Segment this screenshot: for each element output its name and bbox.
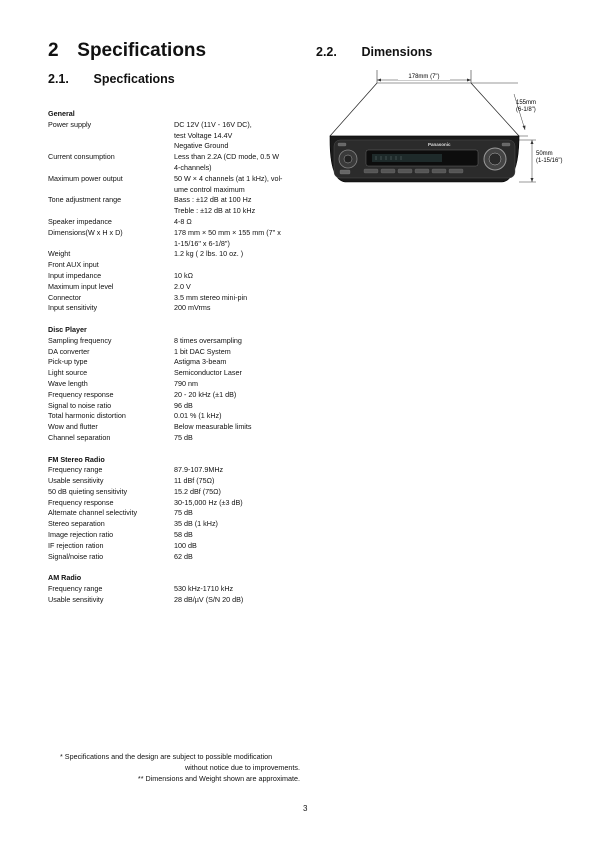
spec-row: [48, 411, 328, 422]
subsection-title: Specfications: [93, 72, 175, 86]
spec-label: Tone adjustment range: [48, 195, 122, 205]
spec-value-line: Negative Ground: [174, 141, 229, 151]
spec-value: [174, 282, 328, 293]
spec-label: Total harmonic distortion: [48, 411, 126, 421]
spec-value-line: 4-channels): [174, 162, 212, 172]
spec-value-line: 28 dB/µV (S/N 20 dB): [174, 594, 244, 604]
spec-value-line: 4-8 Ω: [174, 216, 192, 226]
spec-value-line: 1.2 kg ( 2 lbs. 10 oz. ): [174, 249, 244, 259]
spec-label: Usable sensitivity: [48, 594, 104, 604]
footnote: ** Dimensions and Weight shown are approximate.: [137, 773, 300, 783]
section-title: Specifications: [77, 40, 207, 61]
spec-value-line: 178 mm × 50 mm × 155 mm (7" x: [174, 227, 281, 237]
spec-value-line: 96 dB: [174, 400, 193, 410]
spec-value-line: 62 dB: [174, 551, 193, 561]
spec-row: [48, 195, 328, 217]
spec-label: Input sensitivity: [48, 303, 98, 313]
spec-value: [174, 519, 328, 530]
spec-label: Pick-up type: [48, 357, 88, 367]
spec-value: [174, 152, 328, 174]
spec-value: [174, 422, 328, 433]
spec-label: Front AUX input: [48, 260, 99, 270]
group-spacer: [48, 562, 328, 573]
spec-group-title: Disc Player: [48, 324, 87, 334]
spec-label: Wow and flutter: [48, 422, 98, 432]
spec-row: [48, 174, 328, 196]
spec-value-line: 11 dBf (75Ω): [174, 476, 215, 486]
spec-row: [48, 228, 328, 250]
spec-row: [48, 368, 328, 379]
spec-label: Maximum power output: [48, 173, 123, 183]
spec-label: Weight: [48, 249, 71, 259]
brand-logo: Panasonic: [428, 142, 451, 147]
footnote: * Specifications and the design are subject to possible modification: [60, 752, 273, 761]
spec-label: Stereo separation: [48, 519, 105, 529]
spec-row: [48, 260, 328, 271]
spec-label: Signal/noise ratio: [48, 551, 104, 561]
height-label: 50mm: [536, 151, 553, 157]
spec-row: [48, 401, 328, 412]
spec-row: [48, 465, 328, 476]
spec-row: [48, 303, 328, 314]
spec-row: [48, 595, 328, 606]
spec-value: [174, 293, 328, 304]
spec-value: [174, 584, 328, 595]
spec-group-title: FM Stereo Radio: [48, 454, 105, 464]
footnotes: [60, 752, 300, 784]
spec-value-line: 2.0 V: [174, 281, 191, 291]
spec-group-title: General: [48, 109, 75, 118]
spec-row: [48, 584, 328, 595]
spec-value-line: 1 bit DAC System: [174, 346, 231, 356]
spec-value: [174, 508, 328, 519]
subsection-number: 2.2.: [316, 45, 337, 59]
spec-value: [174, 271, 328, 282]
subsection-number: 2.1.: [48, 72, 69, 86]
spec-label: 50 dB quieting sensitivity: [48, 486, 128, 496]
spec-value-line: 75 dB: [174, 508, 193, 518]
spec-row: [48, 271, 328, 282]
spec-label: Maximum input level: [48, 281, 114, 291]
spec-value-line: 200 mVrms: [174, 303, 211, 313]
spec-value-line: Less than 2.2A (CD mode, 0.5 W: [174, 152, 280, 162]
spec-label: DA converter: [48, 346, 90, 356]
spec-row: [48, 433, 328, 444]
spec-value-line: 0.01 % (1 kHz): [174, 411, 222, 421]
subsection-title: Dimensions: [361, 45, 433, 59]
spec-row: [48, 498, 328, 509]
spec-value: [174, 195, 328, 217]
spec-row: [48, 519, 328, 530]
spec-value-line: test Voltage 14.4V: [174, 130, 233, 140]
spec-value-line: Bass : ±12 dB at 100 Hz: [174, 195, 252, 205]
spec-value-line: 8 times oversampling: [174, 335, 242, 345]
spec-label: Image rejection ratio: [48, 530, 114, 540]
spec-row: [48, 249, 328, 260]
spec-row: [48, 293, 328, 304]
spec-value: [174, 552, 328, 563]
spec-row: [48, 347, 328, 358]
spec-label: Frequency range: [48, 584, 103, 594]
spec-row: [48, 379, 328, 390]
spec-label: Wave length: [48, 378, 88, 388]
specifications-list: [48, 109, 328, 606]
spec-row: [48, 120, 328, 152]
spec-value: [174, 530, 328, 541]
spec-label: Alternate channel selectivity: [48, 508, 138, 518]
spec-value-line: 20 - 20 kHz (±1 dB): [174, 389, 237, 399]
spec-value: [174, 433, 328, 444]
spec-value: [174, 249, 328, 260]
spec-value-line: Semiconductor Laser: [174, 368, 242, 378]
spec-value: [174, 347, 328, 358]
spec-value: [174, 541, 328, 552]
spec-value-line: Below measurable limits: [174, 422, 252, 432]
spec-value: [174, 336, 328, 347]
group-spacer: [48, 444, 328, 455]
spec-value-line: 15.2 dBf (75Ω): [174, 486, 221, 496]
spec-value: [174, 411, 328, 422]
spec-row: [48, 282, 328, 293]
spec-row: [48, 552, 328, 563]
spec-label: Frequency range: [48, 465, 103, 475]
spec-label: IF rejection ration: [48, 540, 104, 550]
spec-row: [48, 217, 328, 228]
spec-value: [174, 357, 328, 368]
depth-inch-label: (6-1/8"): [516, 107, 536, 113]
spec-label: Usable sensitivity: [48, 476, 104, 486]
spec-value: [174, 401, 328, 412]
spec-value: [174, 595, 328, 606]
spec-label: Speaker impedance: [48, 216, 112, 226]
spec-label: Sampling frequency: [48, 335, 112, 345]
spec-value: [174, 476, 328, 487]
spec-label: Power supply: [48, 119, 92, 129]
spec-row: [48, 422, 328, 433]
page-number: 3: [303, 804, 308, 813]
spec-value-line: 100 dB: [174, 540, 197, 550]
spec-label: Current consumption: [48, 152, 115, 162]
spec-value-line: DC 12V (11V - 16V DC),: [174, 119, 252, 129]
spec-label: Dimensions(W x H x D): [48, 227, 123, 237]
spec-row: [48, 487, 328, 498]
spec-value: [174, 368, 328, 379]
spec-value: [174, 487, 328, 498]
spec-value-line: 87.9-107.9MHz: [174, 465, 224, 475]
spec-label: Signal to noise ratio: [48, 400, 112, 410]
spec-row: [48, 508, 328, 519]
spec-value: [174, 379, 328, 390]
spec-value-line: 530 kHz-1710 kHz: [174, 584, 234, 594]
spec-value-line: 50 W × 4 channels (at 1 kHz), vol-: [174, 173, 283, 183]
spec-row: [48, 390, 328, 401]
spec-value-line: ume control maximum: [174, 184, 245, 194]
height-inch-label: (1-15/16"): [536, 158, 563, 164]
spec-row: [48, 336, 328, 347]
spec-value: [174, 174, 328, 196]
spec-value: [174, 120, 328, 152]
spec-value-line: [174, 260, 328, 271]
spec-value-line: 58 dB: [174, 530, 193, 540]
dimensions-diagram: [318, 66, 596, 196]
spec-group-title: AM Radio: [48, 573, 82, 583]
section-number: 2: [48, 40, 59, 61]
spec-row: [48, 530, 328, 541]
spec-value-line: 35 dB (1 kHz): [174, 519, 218, 529]
spec-value: [174, 260, 328, 271]
spec-label: Input impedance: [48, 270, 102, 280]
group-spacer: [48, 314, 328, 325]
spec-value-line: 1-15/16" x 6-1/8"): [174, 238, 230, 248]
spec-value-line: 10 kΩ: [174, 270, 193, 280]
spec-label: Frequency response: [48, 497, 114, 507]
spec-value: [174, 390, 328, 401]
spec-label: Connector: [48, 292, 82, 302]
spec-value: [174, 465, 328, 476]
spec-value: [174, 303, 328, 314]
width-label: 178mm (7"): [408, 74, 440, 80]
spec-value-line: 75 dB: [174, 432, 193, 442]
spec-value-line: Treble : ±12 dB at 10 kHz: [174, 206, 256, 216]
footnote: without notice due to improvements.: [184, 762, 300, 772]
section-heading: [48, 40, 206, 62]
spec-value-line: Astigma 3-beam: [174, 357, 227, 367]
subsection-heading-specs: [48, 72, 175, 86]
spec-row: [48, 476, 328, 487]
spec-value: [174, 228, 328, 250]
spec-value-line: 3.5 mm stereo mini-pin: [174, 292, 248, 302]
spec-value: [174, 217, 328, 228]
spec-label: Frequency response: [48, 389, 114, 399]
spec-value-line: 30-15,000 Hz (±3 dB): [174, 497, 243, 507]
spec-row: [48, 357, 328, 368]
subsection-heading-dimensions: [316, 45, 432, 59]
spec-label: Light source: [48, 368, 88, 378]
spec-value: [174, 498, 328, 509]
spec-row: [48, 152, 328, 174]
spec-label: Channel separation: [48, 432, 111, 442]
spec-row: [48, 541, 328, 552]
depth-label: 155mm: [516, 100, 537, 106]
spec-value-line: 790 nm: [174, 378, 198, 388]
